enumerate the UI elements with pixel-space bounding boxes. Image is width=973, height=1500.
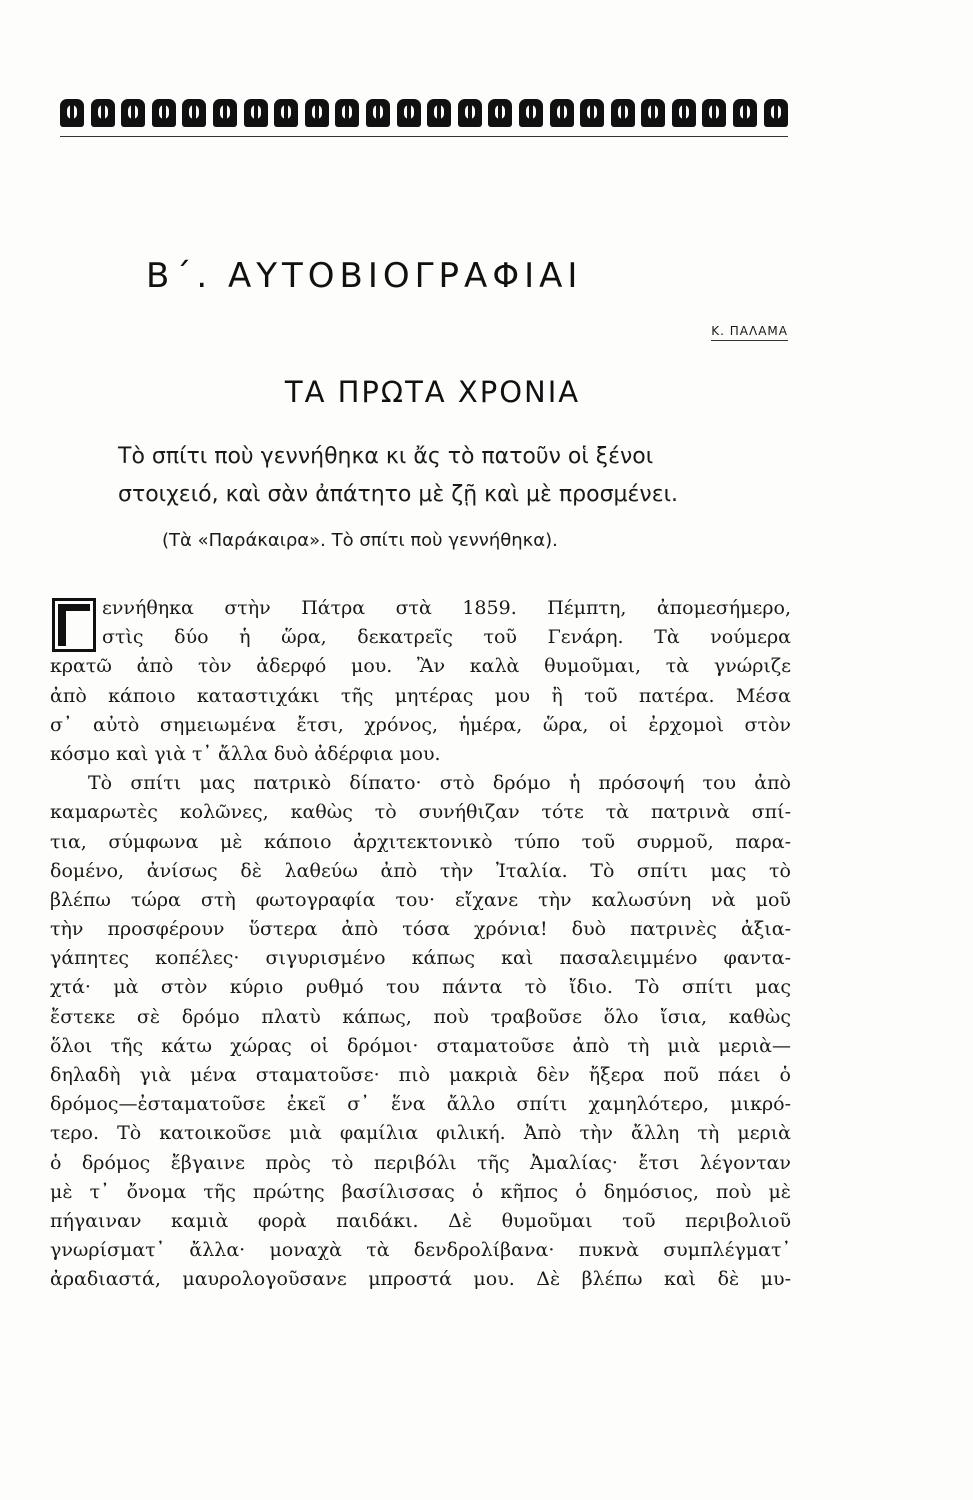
text-line: δηλαδὴ γιὰ μένα σταματοῦσε· πιὸ μακριὰ δὲν ἤξερα ποῦ πάει ὁ [50, 1064, 791, 1086]
ornament-motif [458, 99, 482, 127]
epigraph-source: (Τὰ «Παράκαιρα». Τὸ σπίτι ποὺ γεννήθηκα). [162, 530, 558, 551]
decorative-border [60, 96, 788, 130]
ornament-motif [488, 99, 512, 127]
ornament-motif [182, 99, 206, 127]
text-line: πήγαιναν καμιὰ φορὰ παιδάκι. Δὲ θυμοῦμαι τοῦ περιβολιοῦ [50, 1209, 791, 1232]
ornament-motif [550, 99, 574, 127]
epigraph-line: Τὸ σπίτι ποὺ γεννήθηκα κι ἄς τὸ πατοῦν οἱ ξένοι [118, 444, 654, 469]
text-line: γάπητες κοπέλες· σιγυρισμένο κάπως καὶ πασαλειμμένο φαντα- [50, 947, 791, 970]
ornament-motif [60, 99, 84, 127]
text-line: κόσμο καὶ γιὰ τ᾿ ἄλλα δυὸ ἀδέρφια μου. [50, 742, 441, 765]
ornament-motif [519, 99, 543, 127]
ornament-motif [397, 99, 421, 127]
ornament-motif [611, 99, 635, 127]
text-line: εννήθηκα στὴν Πάτρα στὰ 1859. Πέμπτη, ἀπομεσήμερο, [102, 597, 791, 619]
text-line: σ᾿ αὐτὸ σημειωμένα ἔτσι, χρόνος, ἡμέρα, ὥρα, οἱ ἐρχομοὶ στὸν [50, 713, 791, 736]
text-line: στὶς δύο ἡ ὥρα, δεκατρεῖς τοῦ Γενάρη. Τὰ νούμερα [102, 626, 791, 649]
epigraph [118, 438, 798, 514]
text-line: ἔστεκε σὲ δρόμο πλατὺ κάπως, ποὺ τραβοῦσε ὅλο ἴσια, καθὼς [50, 1005, 791, 1028]
ornament-motif [672, 99, 696, 127]
ornament-motif [335, 99, 359, 127]
author-name: Κ. ΠΑΛΑΜΑ [711, 324, 788, 341]
text-line: ἀραδιαστά, μαυρολογοῦσανε μπροστά μου. Δὲ βλέπω καὶ δὲ μυ- [50, 1268, 791, 1291]
text-line: κρατῶ ἀπὸ τὸν ἀδερφό μου. Ἂν καλὰ θυμοῦμαι, τὰ γνώριζε [50, 655, 791, 678]
ornament-motif [274, 99, 298, 127]
ornament-motif [427, 99, 451, 127]
ornament-motif [152, 99, 176, 127]
paragraph-1 [50, 594, 791, 769]
ornament-motif [121, 99, 145, 127]
ornament-motif [244, 99, 268, 127]
ornament-motif [641, 99, 665, 127]
ornament-motif [213, 99, 237, 127]
text-line: τια, σύμφωνα μὲ κάποιο ἀρχιτεκτονικὸ τύπο τοῦ συρμοῦ, παρα- [50, 830, 791, 853]
ornament-motif [580, 99, 604, 127]
text-line: μὲ τ᾿ ὄνομα τῆς πρώτης βασίλισσας ὁ κῆπος ὁ δημόσιος, ποὺ μὲ [50, 1180, 791, 1203]
text-line: τὴν προσφέρουν ὕστερα ἀπὸ τόσα χρόνια! δυὸ πατρινὲς ἀξια- [50, 918, 791, 941]
ornament-motif [733, 99, 757, 127]
ornament-motif [91, 99, 115, 127]
text-line: ἀπὸ κάποιο καταστιχάκι τῆς μητέρας μου ἢ τοῦ πατέρα. Μέσα [50, 684, 791, 707]
text-line: τερο. Τὸ κατοικοῦσε μιὰ φαμίλια φιλική. Ἀπὸ τὴν ἄλλη τὴ μεριὰ [50, 1122, 791, 1145]
text-line: δομένο, ἀνίσως δὲ λαθεύω ἀπὸ τὴν Ἰταλία. Τὸ σπίτι μας τὸ [50, 859, 791, 882]
paragraph-2 [50, 769, 791, 1294]
text-line: ὅλοι τῆς κάτω χώρας οἱ δρόμοι· σταματοῦσε ἀπὸ τὴ μιὰ μεριὰ— [50, 1034, 791, 1057]
text-line: ὁ δρόμος ἔβγαινε πρὸς τὸ περιβόλι τῆς Ἀμαλίας· ἔτσι λέγονταν [50, 1151, 791, 1174]
ornament-motif [702, 99, 726, 127]
chapter-title: ΤΑ ΠΡΩΤΑ ΧΡΟΝΙΑ [284, 375, 581, 409]
ornament-motif [366, 99, 390, 127]
text-line: βλέπω τώρα στὴ φωτογραφία του· εἴχανε τὴν καλωσύνη νὰ μοῦ [50, 888, 791, 911]
section-title: Β΄. ΑΥΤΟΒΙΟΓΡΑΦΙΑΙ [146, 256, 583, 296]
body-text [50, 594, 791, 1295]
text-line: χτά· μὰ στὸν κύριο ρυθμό του πάντα τὸ ἴδιο. Τὸ σπίτι μας [50, 976, 791, 999]
text-line: Τὸ σπίτι μας πατρικὸ δίπατο· στὸ δρόμο ἡ πρόσοψή του ἀπὸ [88, 772, 791, 795]
text-line: δρόμος—ἐσταματοῦσε ἐκεῖ σ᾿ ἕνα ἄλλο σπίτι χαμηλότερο, μικρό- [50, 1093, 791, 1116]
text-line: καμαρωτὲς κολῶνες, καθὼς τὸ συνήθιζαν τότε τὰ πατρινὰ σπί- [50, 801, 791, 824]
ornament-motif [764, 99, 788, 127]
text-line: γνωρίσματ᾿ ἄλλα· μοναχὰ τὰ δενδρολίβανα· πυκνὰ συμπλέγματ᾿ [50, 1239, 791, 1262]
header-rule [60, 136, 788, 137]
ornament-motif [305, 99, 329, 127]
epigraph-line: στοιχειό, καὶ σὰν ἀπάτητο μὲ ζῇ καὶ μὲ προσμένει. [118, 482, 679, 507]
